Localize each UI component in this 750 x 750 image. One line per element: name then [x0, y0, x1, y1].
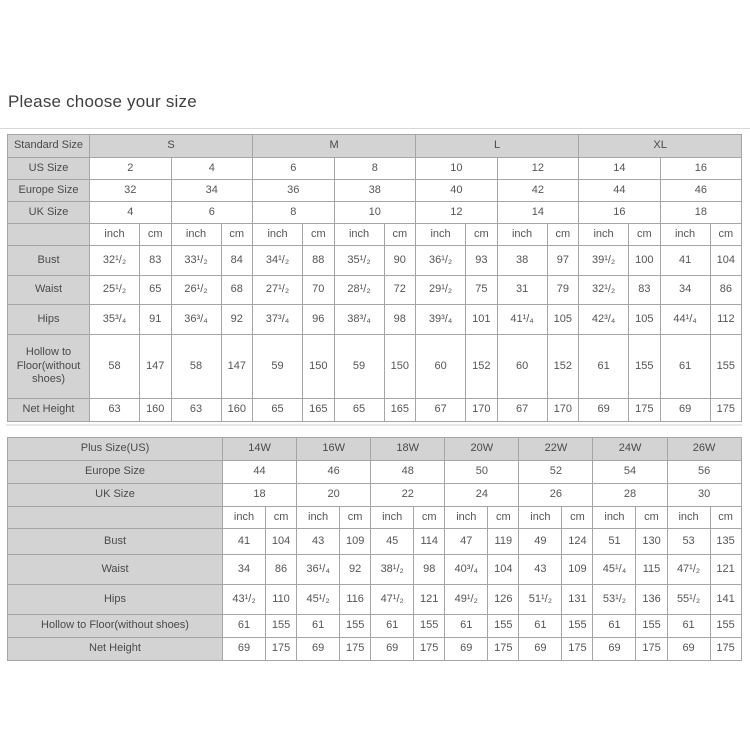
measurement-cell: 59	[334, 335, 384, 399]
measurement-cell: 92	[221, 305, 253, 335]
corner-label: Plus Size(US)	[8, 438, 223, 461]
size-value-cell: 2	[90, 158, 172, 180]
size-value-cell: 34	[171, 180, 253, 202]
measurement-cell: 105	[629, 305, 661, 335]
unit-label: inch	[593, 507, 636, 529]
measurement-cell: 115	[636, 555, 667, 585]
measurement-cell: 38	[497, 246, 547, 276]
measurement-cell: 32¹/₂	[90, 246, 140, 276]
measurement-cell: 67	[416, 399, 466, 422]
measurement-cell: 130	[636, 529, 667, 555]
measurement-cell: 124	[562, 529, 593, 555]
size-value-cell: 24	[445, 484, 519, 507]
size-group-header: M	[253, 135, 416, 158]
unit-label: cm	[140, 224, 172, 246]
measurement-cell: 90	[384, 246, 416, 276]
measurement-cell: 65	[253, 399, 303, 422]
size-group-header: 18W	[371, 438, 445, 461]
measurement-cell: 61	[445, 615, 488, 638]
measurement-cell: 41¹/₄	[497, 305, 547, 335]
measurement-cell: 40³/₄	[445, 555, 488, 585]
size-value-cell: 48	[371, 461, 445, 484]
size-value-cell: 40	[416, 180, 498, 202]
measurement-cell: 104	[710, 246, 742, 276]
row-label: Hollow to Floor(without shoes)	[8, 335, 90, 399]
unit-label: cm	[710, 224, 742, 246]
size-value-cell: 18	[660, 202, 742, 224]
unit-label: inch	[519, 507, 562, 529]
measurement-cell: 69	[223, 638, 266, 661]
unit-label: inch	[497, 224, 547, 246]
measurement-cell: 104	[488, 555, 519, 585]
measurement-cell: 36¹/₂	[416, 246, 466, 276]
size-group-header: L	[416, 135, 579, 158]
measurement-cell: 31	[497, 276, 547, 305]
size-value-cell: 52	[519, 461, 593, 484]
unit-label: inch	[416, 224, 466, 246]
size-value-cell: 44	[223, 461, 297, 484]
measurement-cell: 175	[266, 638, 297, 661]
measurement-cell: 84	[221, 246, 253, 276]
measurement-cell: 152	[466, 335, 498, 399]
measurement-cell: 100	[629, 246, 661, 276]
row-label: Bust	[8, 246, 90, 276]
measurement-cell: 109	[340, 529, 371, 555]
size-value-cell: 4	[171, 158, 253, 180]
measurement-cell: 119	[488, 529, 519, 555]
measurement-cell: 35³/₄	[90, 305, 140, 335]
measurement-cell: 38³/₄	[334, 305, 384, 335]
table-row	[8, 305, 742, 335]
size-value-cell: 44	[579, 180, 661, 202]
row-label: Hips	[8, 585, 223, 615]
table-row	[8, 585, 742, 615]
measurement-cell: 61	[593, 615, 636, 638]
row-label: Hollow to Floor(without shoes)	[8, 615, 223, 638]
unit-label: inch	[579, 224, 629, 246]
size-group-header: 14W	[223, 438, 297, 461]
measurement-cell: 175	[629, 399, 661, 422]
unit-label: cm	[384, 224, 416, 246]
size-value-cell: 36	[253, 180, 335, 202]
size-group-header: 24W	[593, 438, 667, 461]
measurement-cell: 150	[303, 335, 335, 399]
measurement-cell: 43	[519, 555, 562, 585]
measurement-cell: 96	[303, 305, 335, 335]
measurement-cell: 155	[414, 615, 445, 638]
unit-label: inch	[660, 224, 710, 246]
measurement-cell: 36¹/₄	[297, 555, 340, 585]
unit-label: inch	[223, 507, 266, 529]
size-value-cell: 20	[297, 484, 371, 507]
measurement-cell: 44¹/₄	[660, 305, 710, 335]
measurement-cell: 51	[593, 529, 636, 555]
corner-empty	[8, 224, 90, 246]
measurement-cell: 65	[140, 276, 172, 305]
table-row	[8, 461, 742, 484]
table-row	[8, 615, 742, 638]
measurement-cell: 110	[266, 585, 297, 615]
measurement-cell: 175	[710, 399, 742, 422]
standard-size-table	[7, 134, 742, 422]
measurement-cell: 160	[140, 399, 172, 422]
unit-label: cm	[562, 507, 593, 529]
unit-label: cm	[629, 224, 661, 246]
size-value-cell: 4	[90, 202, 172, 224]
measurement-cell: 155	[629, 335, 661, 399]
size-value-cell: 10	[334, 202, 416, 224]
measurement-cell: 63	[90, 399, 140, 422]
table-row	[8, 529, 742, 555]
measurement-cell: 92	[340, 555, 371, 585]
table-row	[8, 484, 742, 507]
plus-size-table	[7, 437, 742, 661]
measurement-cell: 83	[140, 246, 172, 276]
unit-label: inch	[90, 224, 140, 246]
measurement-cell: 175	[340, 638, 371, 661]
measurement-cell: 155	[562, 615, 593, 638]
measurement-cell: 26¹/₂	[171, 276, 221, 305]
row-label: Net Height	[8, 399, 90, 422]
size-value-cell: 14	[497, 202, 579, 224]
measurement-cell: 116	[340, 585, 371, 615]
row-label: Europe Size	[8, 180, 90, 202]
table-row	[8, 507, 742, 529]
table-row	[8, 276, 742, 305]
table-row	[8, 224, 742, 246]
table-row	[8, 438, 742, 461]
measurement-cell: 67	[497, 399, 547, 422]
size-value-cell: 16	[660, 158, 742, 180]
size-value-cell: 30	[667, 484, 741, 507]
measurement-cell: 61	[660, 335, 710, 399]
measurement-cell: 97	[547, 246, 579, 276]
measurement-cell: 49	[519, 529, 562, 555]
table-row	[8, 158, 742, 180]
measurement-cell: 155	[266, 615, 297, 638]
unit-label: cm	[466, 224, 498, 246]
size-value-cell: 22	[371, 484, 445, 507]
row-label: Net Height	[8, 638, 223, 661]
measurement-cell: 41	[223, 529, 266, 555]
measurement-cell: 69	[579, 399, 629, 422]
size-value-cell: 12	[416, 202, 498, 224]
measurement-cell: 83	[629, 276, 661, 305]
measurement-cell: 170	[547, 399, 579, 422]
measurement-cell: 91	[140, 305, 172, 335]
measurement-cell: 45¹/₂	[297, 585, 340, 615]
measurement-cell: 165	[303, 399, 335, 422]
measurement-cell: 47	[445, 529, 488, 555]
measurement-cell: 126	[488, 585, 519, 615]
size-value-cell: 12	[497, 158, 579, 180]
measurement-cell: 25¹/₂	[90, 276, 140, 305]
measurement-cell: 69	[371, 638, 414, 661]
table-row	[8, 399, 742, 422]
row-label: Waist	[8, 276, 90, 305]
measurement-cell: 69	[667, 638, 710, 661]
measurement-cell: 47¹/₂	[371, 585, 414, 615]
size-value-cell: 38	[334, 180, 416, 202]
table-divider	[6, 424, 742, 426]
measurement-cell: 135	[710, 529, 741, 555]
measurement-cell: 53	[667, 529, 710, 555]
measurement-cell: 155	[710, 335, 742, 399]
measurement-cell: 36³/₄	[171, 305, 221, 335]
measurement-cell: 155	[710, 615, 741, 638]
measurement-cell: 147	[140, 335, 172, 399]
measurement-cell: 69	[445, 638, 488, 661]
measurement-cell: 39³/₄	[416, 305, 466, 335]
measurement-cell: 43¹/₂	[223, 585, 266, 615]
measurement-cell: 34	[223, 555, 266, 585]
measurement-cell: 175	[710, 638, 741, 661]
measurement-cell: 58	[90, 335, 140, 399]
measurement-cell: 105	[547, 305, 579, 335]
measurement-cell: 136	[636, 585, 667, 615]
row-label: UK Size	[8, 202, 90, 224]
table-row	[8, 638, 742, 661]
measurement-cell: 109	[562, 555, 593, 585]
measurement-cell: 160	[221, 399, 253, 422]
measurement-cell: 155	[488, 615, 519, 638]
measurement-cell: 51¹/₂	[519, 585, 562, 615]
size-value-cell: 56	[667, 461, 741, 484]
measurement-cell: 131	[562, 585, 593, 615]
size-group-header: S	[90, 135, 253, 158]
measurement-cell: 165	[384, 399, 416, 422]
measurement-cell: 69	[519, 638, 562, 661]
measurement-cell: 155	[636, 615, 667, 638]
measurement-cell: 63	[171, 399, 221, 422]
measurement-cell: 53¹/₂	[593, 585, 636, 615]
measurement-cell: 61	[667, 615, 710, 638]
measurement-cell: 68	[221, 276, 253, 305]
size-group-header: 16W	[297, 438, 371, 461]
size-value-cell: 46	[660, 180, 742, 202]
size-value-cell: 6	[171, 202, 253, 224]
size-value-cell: 8	[334, 158, 416, 180]
size-value-cell: 16	[579, 202, 661, 224]
measurement-cell: 34	[660, 276, 710, 305]
measurement-cell: 121	[710, 555, 741, 585]
measurement-cell: 69	[660, 399, 710, 422]
size-group-header: 20W	[445, 438, 519, 461]
measurement-cell: 58	[171, 335, 221, 399]
size-value-cell: 26	[519, 484, 593, 507]
measurement-cell: 175	[414, 638, 445, 661]
table-row	[8, 180, 742, 202]
measurement-cell: 104	[266, 529, 297, 555]
size-value-cell: 32	[90, 180, 172, 202]
measurement-cell: 155	[340, 615, 371, 638]
unit-label: cm	[710, 507, 741, 529]
size-value-cell: 18	[223, 484, 297, 507]
measurement-cell: 86	[710, 276, 742, 305]
measurement-cell: 121	[414, 585, 445, 615]
measurement-cell: 29¹/₂	[416, 276, 466, 305]
unit-label: inch	[334, 224, 384, 246]
measurement-cell: 175	[636, 638, 667, 661]
size-value-cell: 54	[593, 461, 667, 484]
measurement-cell: 37³/₄	[253, 305, 303, 335]
measurement-cell: 170	[466, 399, 498, 422]
measurement-cell: 147	[221, 335, 253, 399]
measurement-cell: 98	[414, 555, 445, 585]
measurement-cell: 88	[303, 246, 335, 276]
measurement-cell: 152	[547, 335, 579, 399]
page-title: Please choose your size	[8, 92, 197, 111]
unit-label: cm	[488, 507, 519, 529]
table-row	[8, 555, 742, 585]
measurement-cell: 33¹/₂	[171, 246, 221, 276]
measurement-cell: 61	[579, 335, 629, 399]
measurement-cell: 28¹/₂	[334, 276, 384, 305]
unit-label: inch	[253, 224, 303, 246]
measurement-cell: 41	[660, 246, 710, 276]
row-label: Bust	[8, 529, 223, 555]
size-group-header: XL	[579, 135, 742, 158]
measurement-cell: 27¹/₂	[253, 276, 303, 305]
unit-label: cm	[547, 224, 579, 246]
measurement-cell: 49¹/₂	[445, 585, 488, 615]
unit-label: inch	[445, 507, 488, 529]
table-row	[8, 135, 742, 158]
table-row	[8, 246, 742, 276]
row-label: US Size	[8, 158, 90, 180]
measurement-cell: 65	[334, 399, 384, 422]
measurement-cell: 98	[384, 305, 416, 335]
unit-label: cm	[266, 507, 297, 529]
measurement-cell: 175	[562, 638, 593, 661]
size-value-cell: 6	[253, 158, 335, 180]
measurement-cell: 79	[547, 276, 579, 305]
unit-label: cm	[414, 507, 445, 529]
measurement-cell: 45	[371, 529, 414, 555]
measurement-cell: 43	[297, 529, 340, 555]
measurement-cell: 45¹/₄	[593, 555, 636, 585]
measurement-cell: 61	[371, 615, 414, 638]
measurement-cell: 38¹/₂	[371, 555, 414, 585]
table-row	[8, 335, 742, 399]
measurement-cell: 114	[414, 529, 445, 555]
measurement-cell: 59	[253, 335, 303, 399]
measurement-cell: 61	[297, 615, 340, 638]
measurement-cell: 61	[223, 615, 266, 638]
measurement-cell: 42³/₄	[579, 305, 629, 335]
unit-label: inch	[171, 224, 221, 246]
corner-label: Standard Size	[8, 135, 90, 158]
row-label: Europe Size	[8, 461, 223, 484]
measurement-cell: 101	[466, 305, 498, 335]
measurement-cell: 60	[416, 335, 466, 399]
unit-label: inch	[371, 507, 414, 529]
unit-label: inch	[297, 507, 340, 529]
unit-label: cm	[340, 507, 371, 529]
size-value-cell: 50	[445, 461, 519, 484]
row-label: UK Size	[8, 484, 223, 507]
measurement-cell: 69	[297, 638, 340, 661]
measurement-cell: 60	[497, 335, 547, 399]
measurement-cell: 39¹/₂	[579, 246, 629, 276]
title-divider	[0, 128, 750, 129]
measurement-cell: 93	[466, 246, 498, 276]
measurement-cell: 34¹/₂	[253, 246, 303, 276]
unit-label: cm	[303, 224, 335, 246]
measurement-cell: 75	[466, 276, 498, 305]
measurement-cell: 175	[488, 638, 519, 661]
measurement-cell: 61	[519, 615, 562, 638]
size-value-cell: 46	[297, 461, 371, 484]
size-group-header: 22W	[519, 438, 593, 461]
measurement-cell: 150	[384, 335, 416, 399]
size-value-cell: 42	[497, 180, 579, 202]
unit-label: cm	[636, 507, 667, 529]
row-label: Waist	[8, 555, 223, 585]
size-value-cell: 8	[253, 202, 335, 224]
row-label: Hips	[8, 305, 90, 335]
measurement-cell: 72	[384, 276, 416, 305]
measurement-cell: 141	[710, 585, 741, 615]
size-value-cell: 14	[579, 158, 661, 180]
unit-label: inch	[667, 507, 710, 529]
measurement-cell: 32¹/₂	[579, 276, 629, 305]
measurement-cell: 112	[710, 305, 742, 335]
measurement-cell: 86	[266, 555, 297, 585]
size-value-cell: 28	[593, 484, 667, 507]
measurement-cell: 70	[303, 276, 335, 305]
measurement-cell: 55¹/₂	[667, 585, 710, 615]
measurement-cell: 69	[593, 638, 636, 661]
measurement-cell: 47¹/₂	[667, 555, 710, 585]
unit-label: cm	[221, 224, 253, 246]
size-group-header: 26W	[667, 438, 741, 461]
measurement-cell: 35¹/₂	[334, 246, 384, 276]
table-row	[8, 202, 742, 224]
size-value-cell: 10	[416, 158, 498, 180]
corner-empty	[8, 507, 223, 529]
